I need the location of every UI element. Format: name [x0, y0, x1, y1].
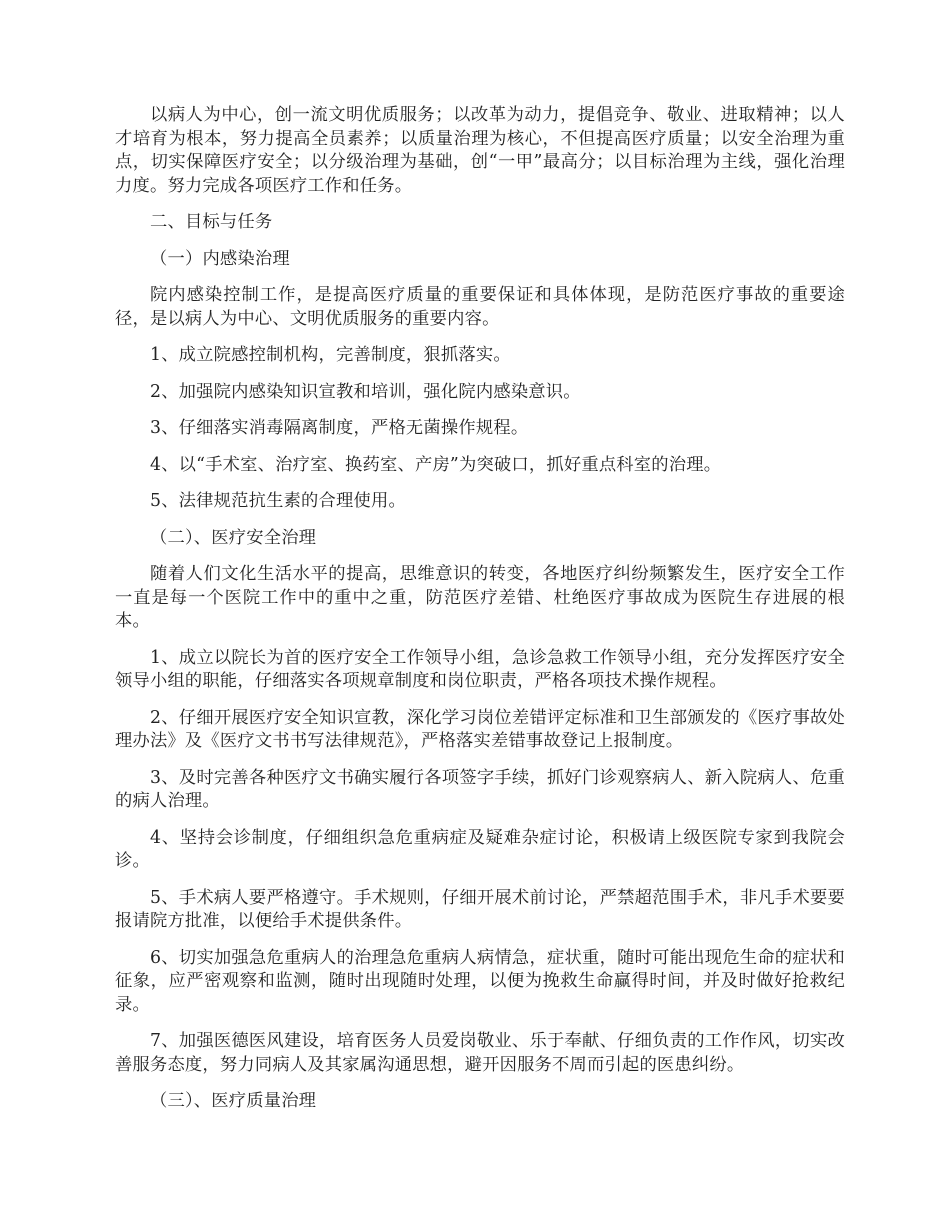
- list-item-safety-7: 7、加强医德医风建设，培育医务人员爱岗敬业、乐于奉献、仔细负责的工作作风，切实改善服务态度，努力同病人及其家属沟通思想，避开因服务不周而引起的医患纠纷。: [115, 1031, 845, 1075]
- list-item-safety-1: 1、成立以院长为首的医疗安全工作领导小组，急诊急救工作领导小组，充分发挥医疗安全领导小组的职能，仔细落实各项规章制度和岗位职责，严格各项技术操作规程。: [115, 647, 845, 691]
- list-item-infection-1: 1、成立院感控制机构，完善制度，狠抓落实。: [150, 345, 511, 365]
- paragraph-safety-intro: 随着人们文化生活水平的提高，思维意识的转变，各地医疗纠纷频繁发生，医疗安全工作一直是每一个医院工作中的重中之重，防范医疗差错、杜绝医疗事故成为医院生存进展的根本。: [115, 564, 845, 631]
- list-item-safety-4: 4、坚持会诊制度，仔细组织急危重病症及疑难杂症讨论，积极请上级医院专家到我院会诊。: [115, 827, 845, 871]
- list-item-safety-5: 5、手术病人要严格遵守。手术规则，仔细开展术前讨论，严禁超范围手术，非凡手术要要报请院方批准，以便给手术提供条件。: [115, 887, 845, 931]
- list-item-infection-2: 2、加强院内感染知识宣教和培训，强化院内感染意识。: [150, 381, 581, 402]
- subsection-heading-quality: （三）、医疗质量治理: [150, 1091, 317, 1111]
- list-item-infection-4: 4、以“手术室、治疗室、换药室、产房”为突破口，抓好重点科室的治理。: [150, 454, 722, 475]
- list-item-infection-3: 3、仔细落实消毒隔离制度，严格无菌操作规程。: [150, 418, 529, 438]
- paragraph-infection-intro: 院内感染控制工作，是提高医疗质量的重要保证和具体体现，是防范医疗事故的重要途径，是以病人为中心、文明优质服务的重要内容。: [115, 285, 845, 329]
- list-item-safety-6: 6、切实加强急危重病人的治理急危重病人病情急，症状重，随时可能出现危生命的症状和征象，应严密观察和监测，随时出现随时处理，以便为挽救生命赢得时间，并及时做好抢救纪录。: [115, 947, 845, 1015]
- subsection-heading-safety: （二）、医疗安全治理: [150, 527, 317, 548]
- list-item-safety-2: 2、仔细开展医疗安全知识宣教，深化学习岗位差错评定标准和卫生部颁发的《医疗事故处理办法》及《医疗文书书写法律规范》，严格落实差错事故登记上报制度。: [115, 707, 845, 751]
- section-heading-goals: 二、目标与任务: [150, 212, 273, 232]
- list-item-safety-3: 3、及时完善各种医疗文书确实履行各项签字手续，抓好门诊观察病人、新入院病人、危重的病人治理。: [115, 767, 845, 811]
- document-page: [115, 104, 845, 1127]
- list-item-infection-5: 5、法律规范抗生素的合理使用。: [150, 491, 406, 511]
- subsection-heading-infection: （一）内感染治理: [150, 248, 290, 269]
- paragraph-intro: 以病人为中心，创一流文明优质服务；以改革为动力，提倡竞争、敬业、进取精神；以人才培育为根本，努力提高全员素养；以质量治理为核心，不但提高医疗质量；以安全治理为重点，切实保障医疗安全；以分级治理为基础，创“一甲”最高分；以目标治理为主线，强化治理力度。努力完成各项医疗工作和任务。: [115, 105, 845, 196]
